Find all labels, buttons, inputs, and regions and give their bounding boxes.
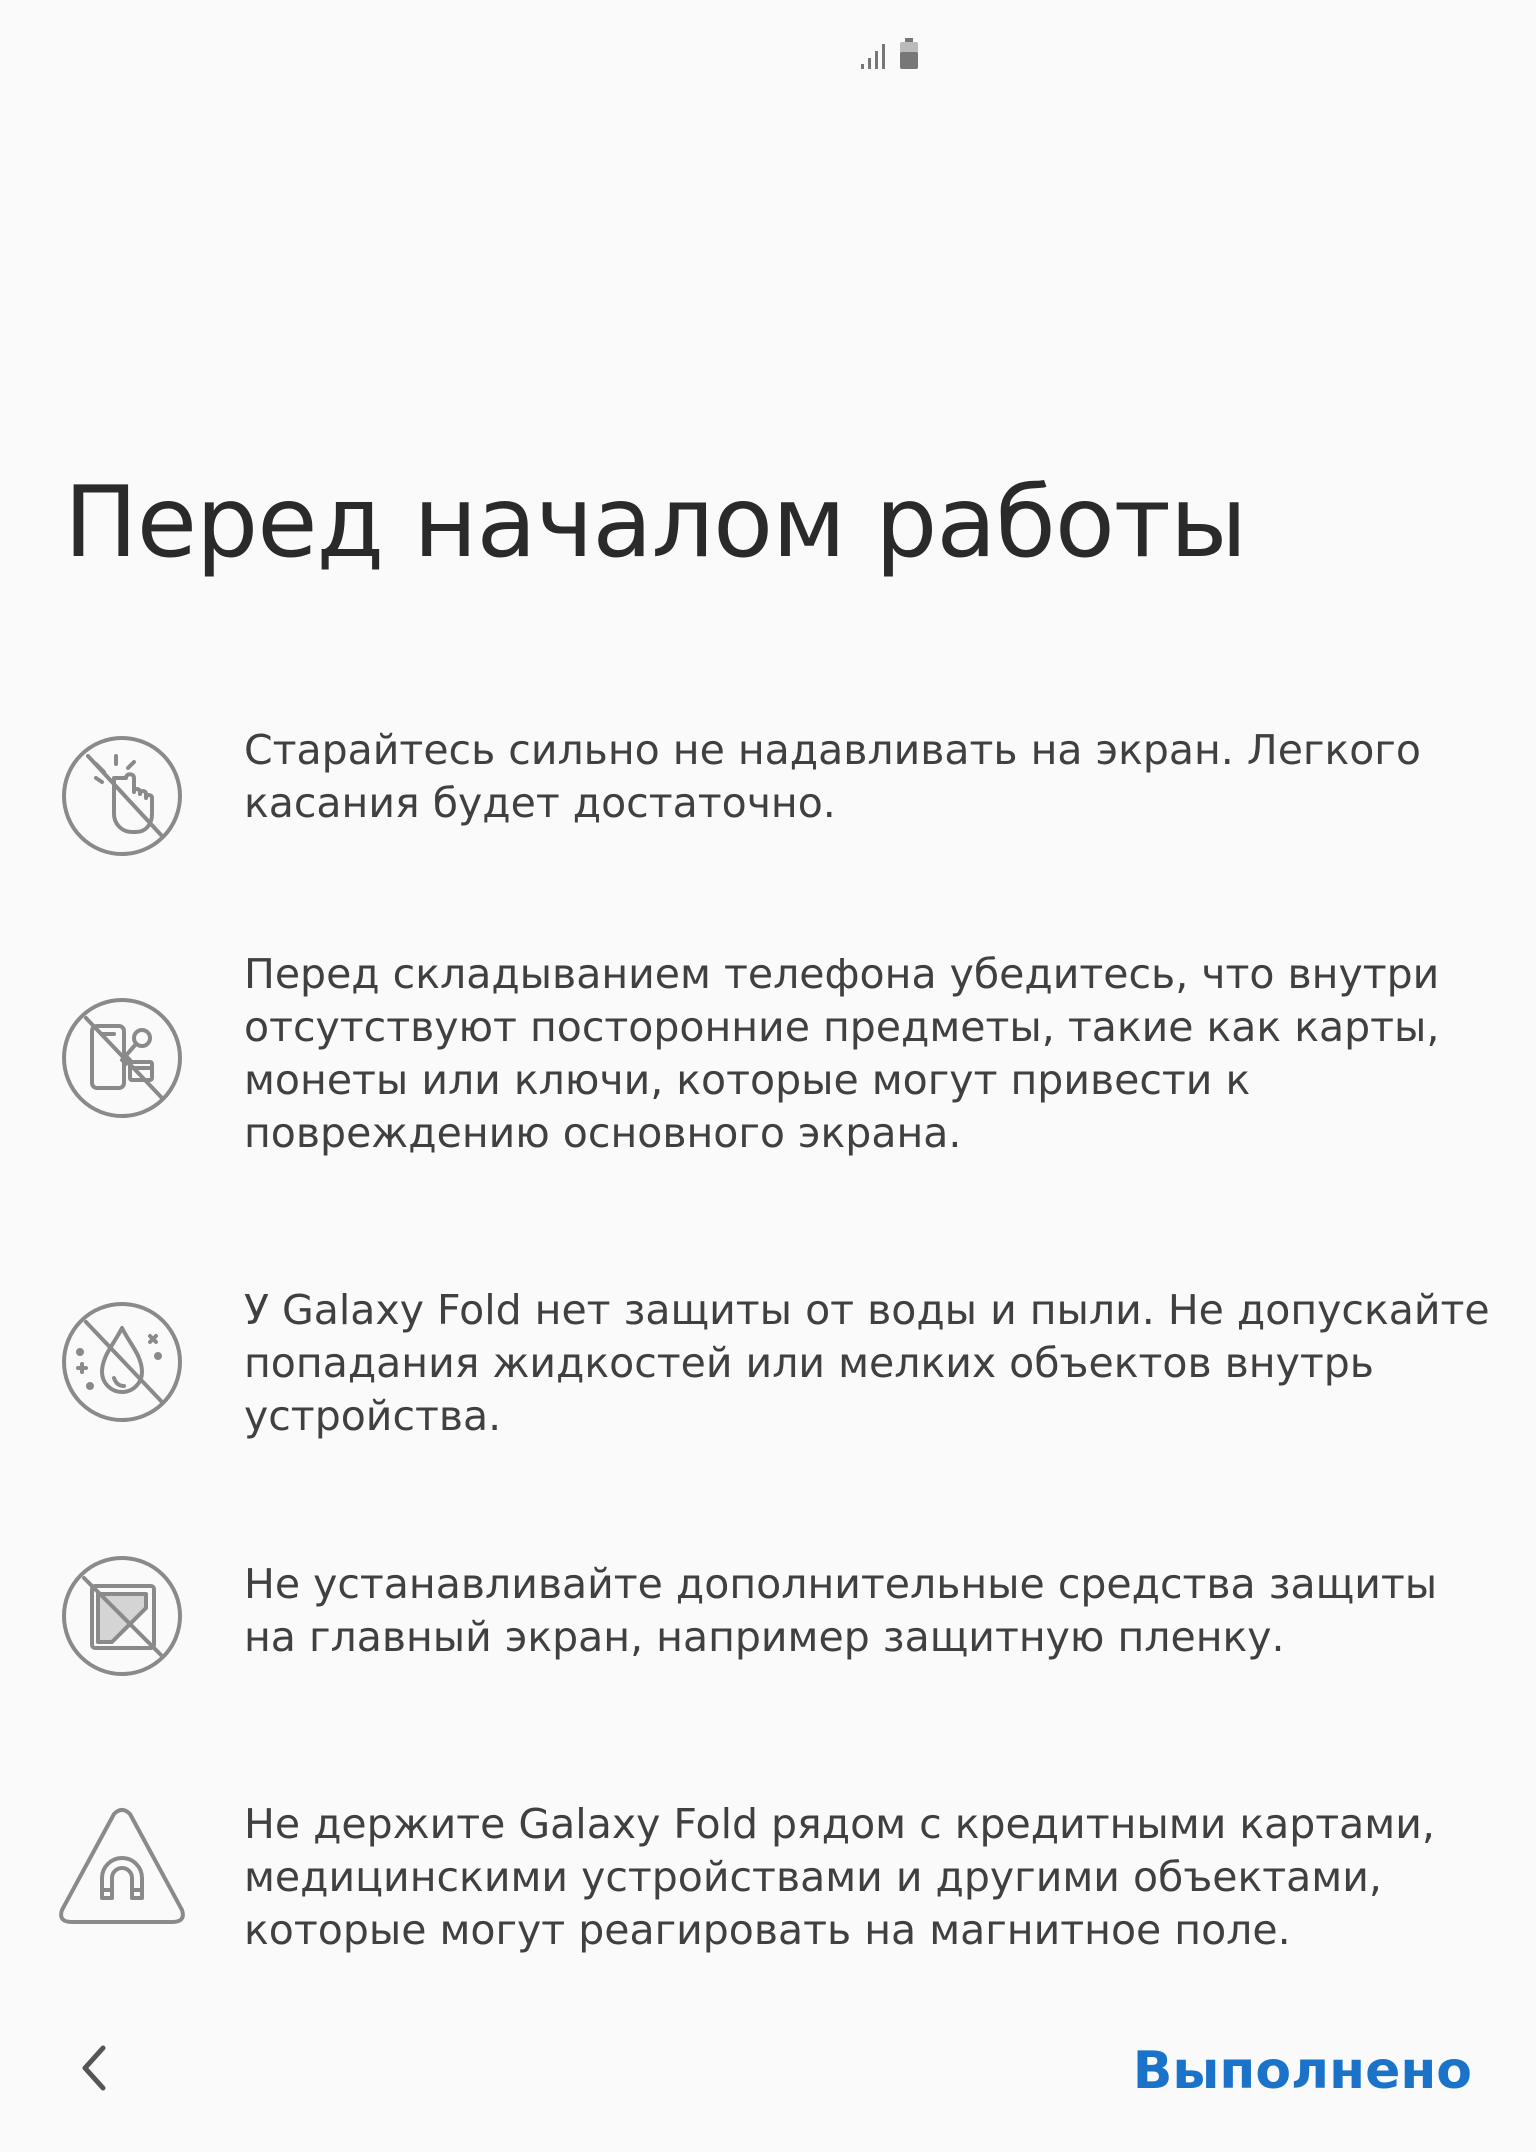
magnet-warning-icon <box>58 1806 186 1934</box>
signal-icon <box>860 42 890 70</box>
no-hard-press-icon <box>58 732 186 860</box>
notice-text: У Galaxy Fold нет защиты от воды и пыли. Не допускайте попадания жидкостей или мелких объектов внутрь устройства. <box>244 1286 1490 1440</box>
notice-text: Старайтесь сильно не надавливать на экран. Легкого касания будет достаточно. <box>244 726 1421 827</box>
done-button[interactable]: Выполнено <box>1132 2041 1472 2101</box>
notice-text: Не устанавливайте дополнительные средства защиты на главный экран, например защитную пленку. <box>244 1560 1438 1661</box>
page-title: Перед началом работы <box>64 466 1247 580</box>
notice-text: Не держите Galaxy Fold рядом с кредитными картами, медицинскими устройствами и другими объектами, которые могут реагировать на магнитное поле. <box>244 1800 1435 1954</box>
status-bar <box>860 36 918 70</box>
no-objects-inside-icon <box>58 994 186 1122</box>
chevron-left-icon <box>79 2044 109 2097</box>
no-water-dust-icon <box>58 1298 186 1426</box>
battery-icon <box>900 38 918 70</box>
back-button[interactable] <box>66 2042 122 2098</box>
no-screen-protector-icon <box>58 1552 186 1680</box>
notice-text: Перед складыванием телефона убедитесь, что внутри отсутствуют посторонние предметы, такие как карты, монеты или ключи, которые могут привести к повреждению основного экрана. <box>244 950 1440 1157</box>
